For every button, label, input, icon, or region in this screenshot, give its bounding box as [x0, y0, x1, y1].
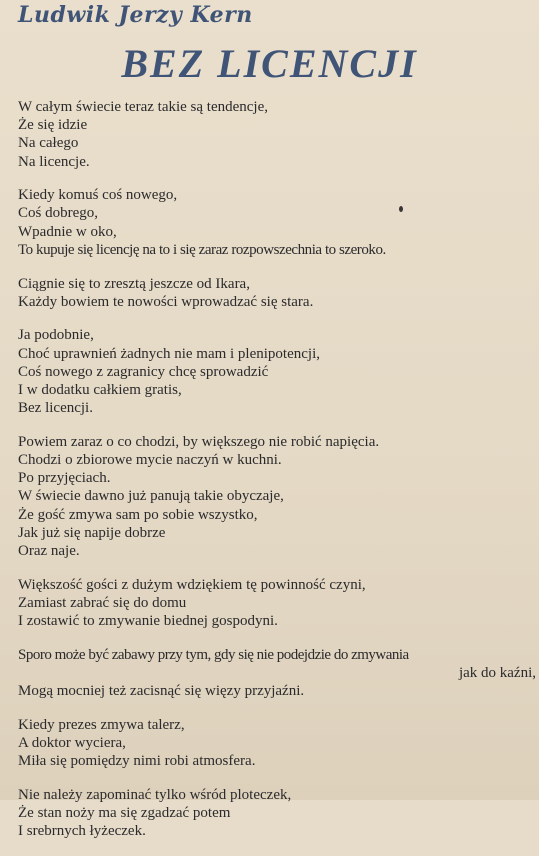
poem-line: A doktor wyciera, [18, 734, 126, 751]
poem-line: Po przyjęciach. [18, 470, 111, 487]
poem-line: Mogą mocniej też zacisnąć się więzy przyjaźni. [18, 683, 305, 700]
stanza [18, 576, 536, 631]
poem-line-continuation: jak do kaźni, [458, 664, 536, 681]
poem-line: Jak już się napije dobrze [18, 524, 166, 541]
poem-line: Kiedy prezes zmywa talerz, [18, 716, 185, 733]
poem-line: Powiem zaraz o co chodzi, by większego nie robić napięcia. [18, 433, 380, 450]
author-name: Ludwik Jerzy Kern [18, 2, 253, 28]
poem-line: I srebrnych łyżeczek. [18, 823, 146, 840]
poem-line: Na licencje. [18, 153, 90, 170]
stanza [18, 786, 536, 841]
stanza [18, 646, 536, 701]
poem-line: Kiedy komuś coś nowego, [18, 187, 178, 204]
poem-line: W świecie dawno już panują takie obyczaje, [18, 488, 284, 505]
poem-line: Coś dobrego, [18, 205, 98, 222]
poem-line: Zamiast zabrać się do domu [18, 594, 187, 611]
stanza [18, 275, 536, 311]
poem-line: Że stan noży ma się zgadzać potem [18, 805, 231, 821]
poem-line: Że się idzie [18, 117, 88, 134]
poem-line: Wpadnie w oko, [18, 223, 117, 240]
poem-line: I w dodatku całkiem gratis, [18, 381, 182, 398]
poem-line: Ja podobnie, [18, 327, 94, 344]
stanza [18, 433, 536, 560]
poem-line: Na całego [18, 135, 79, 152]
stanza [18, 326, 536, 417]
stanza [18, 716, 536, 771]
poem-body [18, 98, 536, 856]
poem-line: I zostawić to zmywanie biednej gospodyni. [18, 613, 278, 629]
poem-line: Miła się pomiędzy nimi robi atmosfera. [18, 753, 256, 770]
poem-line: Większość gości z dużym wdziękiem tę powinność czyni, [18, 576, 366, 593]
stanza [18, 98, 536, 171]
poem-line: Że gość zmywa sam po sobie wszystko, [18, 506, 258, 523]
poem-line: Choć uprawnień żadnych nie mam i plenipotencji, [18, 345, 320, 362]
ink-spot [399, 206, 403, 212]
poem-line: Oraz naje. [18, 542, 80, 559]
poem-line: Chodzi o zbiorowe mycie naczyń w kuchni. [18, 452, 282, 468]
poem-title: BEZ LICENCJI [121, 41, 418, 86]
poem-line: Coś nowego z zagranicy chcę sprowadzić [18, 363, 269, 380]
poem-line: W całym świecie teraz takie są tendencje, [18, 99, 269, 115]
stanza [18, 186, 536, 259]
poem-line: Nie należy zapominać tylko wśród ploteczek, [18, 786, 292, 803]
poem-line: Sporo może być zabawy przy tym, gdy się nie podejdzie do zmywania [18, 646, 409, 663]
poem-line: Każdy bowiem te nowości wprowadzać się stara. [18, 293, 314, 310]
poem-line: Bez licencji. [18, 400, 93, 417]
poem-line: To kupuje się licencję na to i się zaraz rozpowszechnia to szeroko. [18, 241, 386, 258]
poem-line: Ciągnie się to zresztą jeszcze od Ikara, [18, 275, 250, 292]
